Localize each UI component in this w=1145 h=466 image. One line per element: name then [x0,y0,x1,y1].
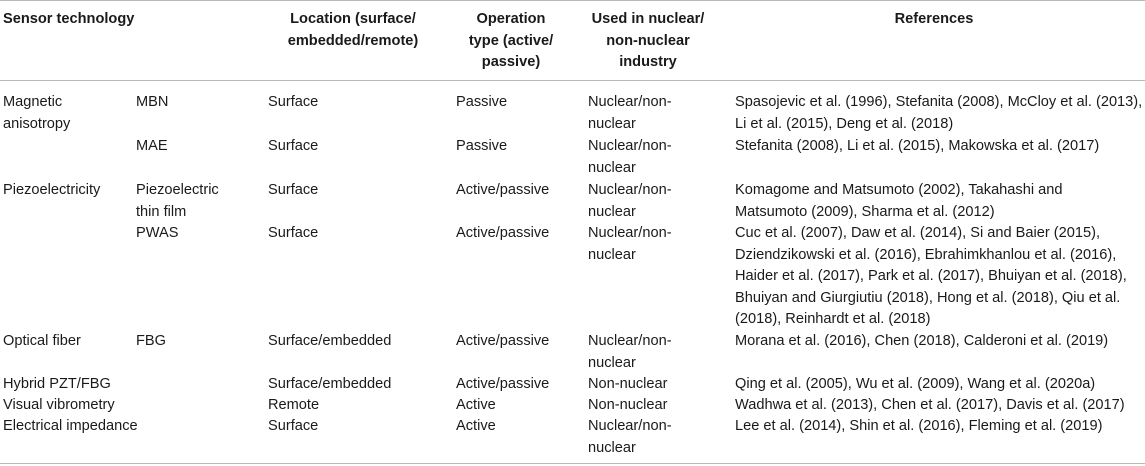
cell-operation [456,416,496,438]
cell-industry-line: Nuclear/non- [588,225,672,241]
cell-operation [456,136,507,158]
cell-industry-line: nuclear [588,439,636,456]
header-used-in-line: industry [619,54,677,70]
cell-industry [588,180,672,223]
cell-operation-line: Active/passive [456,376,550,392]
cell-references [735,374,1095,396]
cell-references-line: Dziendzikowski et al. (2016), Ebrahimkhanlou et al. (2016), [735,246,1117,263]
cell-industry-line: Nuclear/non- [588,333,672,349]
cell-location-line: Surface [268,225,319,241]
cell-subtype-line: FBG [136,333,166,349]
cell-subtype [136,136,168,158]
cell-references-line: Morana et al. (2016), Chen (2018), Calderoni et al. (2019) [735,333,1109,349]
cell-category-line: Optical fiber [3,333,81,349]
cell-location [268,92,318,114]
cell-industry-line: nuclear [588,246,636,263]
cell-references-line: Lee et al. (2014), Shin et al. (2016), Fleming et al. (2019) [735,418,1103,434]
cell-industry-line: nuclear [588,203,636,220]
cell-industry-line: Nuclear/non- [588,418,672,434]
cell-subtype [136,180,219,223]
cell-references [735,180,1062,223]
header-references: References [894,11,974,27]
cell-operation [456,374,549,396]
cell-category [3,416,138,438]
cell-subtype-line: MBN [136,94,169,110]
cell-industry [588,395,668,417]
cell-industry-line: nuclear [588,354,636,371]
header-operation-line: Operation [476,11,546,27]
cell-location-line: Surface [268,418,319,434]
header-used-in-line: Used in nuclear/ [591,11,705,27]
cell-operation-line: Passive [456,138,508,154]
cell-location [268,331,391,353]
cell-category [3,180,100,202]
cell-operation [456,92,507,114]
cell-category-line: anisotropy [3,115,71,132]
cell-references-line: Li et al. (2015), Deng et al. (2018) [735,115,954,132]
cell-references-line: Stefanita (2008), Li et al. (2015), Makowska et al. (2017) [735,138,1100,154]
cell-location [268,223,318,245]
cell-operation-line: Active/passive [456,182,550,198]
cell-industry [588,136,672,179]
cell-references-line: Haider et al. (2017), Park et al. (2017), Bhuiyan et al. (2018), [735,268,1127,284]
cell-category [3,374,111,396]
cell-operation-line: Active [456,397,496,413]
cell-references-line: Wadhwa et al. (2013), Chen et al. (2017), Davis et al. (2017) [735,397,1125,413]
cell-location-line: Remote [268,397,320,413]
cell-industry-line: Non-nuclear [588,397,668,413]
cell-industry [588,331,672,374]
header-location [264,9,442,52]
cell-location-line: Surface [268,182,319,198]
header-operation-line: type (active/ [468,32,554,49]
cell-location-line: Surface/embedded [268,333,392,349]
cell-location-line: Surface [268,138,319,154]
cell-industry [588,416,672,459]
cell-subtype-line: MAE [136,138,168,154]
cell-category-line: Electrical impedance [3,418,138,434]
cell-location [268,374,391,396]
cell-industry-line: nuclear [588,159,636,176]
cell-references [735,223,1127,331]
bottom-rule [0,463,1145,464]
cell-subtype [136,223,178,245]
cell-category [3,395,115,417]
cell-category-line: Visual vibrometry [3,397,115,413]
cell-references-line: Matsumoto (2009), Sharma et al. (2012) [735,203,995,220]
cell-location [268,180,318,202]
cell-subtype [136,331,166,353]
cell-category [3,92,70,135]
cell-operation [456,223,549,245]
cell-operation [456,331,549,353]
top-rule [0,0,1145,1]
cell-references [735,395,1125,417]
header-used-in-line: non-nuclear [606,32,690,49]
cell-references [735,331,1108,353]
cell-location-line: Surface/embedded [268,376,392,392]
header-location-line: Location (surface/ [290,11,416,27]
cell-category-line: Hybrid PZT/FBG [3,376,111,392]
header-used-in [578,9,718,74]
cell-location [268,416,318,438]
cell-operation [456,395,496,417]
cell-location [268,136,318,158]
cell-industry-line: Nuclear/non- [588,138,672,154]
cell-industry-line: Nuclear/non- [588,182,672,198]
cell-operation [456,180,549,202]
header-rule [0,80,1145,81]
cell-references [735,416,1102,438]
cell-industry [588,223,672,266]
cell-category-line: Piezoelectricity [3,182,101,198]
cell-references [735,136,1099,158]
cell-references-line: Bhuiyan and Giurgiutiu (2018), Hong et al. (2018), Qiu et al. [735,289,1121,306]
cell-operation-line: Active/passive [456,333,550,349]
cell-operation-line: Active/passive [456,225,550,241]
cell-operation-line: Passive [456,94,508,110]
cell-industry-line: Non-nuclear [588,376,668,392]
cell-references [735,92,1142,135]
cell-industry [588,374,668,396]
cell-industry-line: nuclear [588,115,636,132]
cell-location-line: Surface [268,94,319,110]
cell-category [3,331,81,353]
cell-industry [588,92,672,135]
cell-references-line: (2018), Reinhardt et al. (2018) [735,311,931,327]
cell-location [268,395,319,417]
cell-references-line: Komagome and Matsumoto (2002), Takahashi and [735,182,1063,198]
cell-references-line: Qing et al. (2005), Wu et al. (2009), Wang et al. (2020a) [735,376,1096,392]
cell-category-line: Magnetic [3,94,63,110]
cell-industry-line: Nuclear/non- [588,94,672,110]
header-operation-type [446,9,576,74]
cell-operation-line: Active [456,418,496,434]
header-sensor-technology: Sensor technology [3,11,135,27]
cell-subtype-line: PWAS [136,225,179,241]
cell-references-line: Cuc et al. (2007), Daw et al. (2014), Si and Baier (2015), [735,225,1101,241]
cell-subtype [136,92,168,114]
cell-references-line: Spasojevic et al. (1996), Stefanita (2008), McCloy et al. (2013), [735,94,1143,110]
header-operation-line: passive) [481,54,541,70]
cell-subtype-line: thin film [136,203,187,220]
cell-subtype-line: Piezoelectric [136,182,219,198]
header-location-line: embedded/remote) [287,32,419,49]
